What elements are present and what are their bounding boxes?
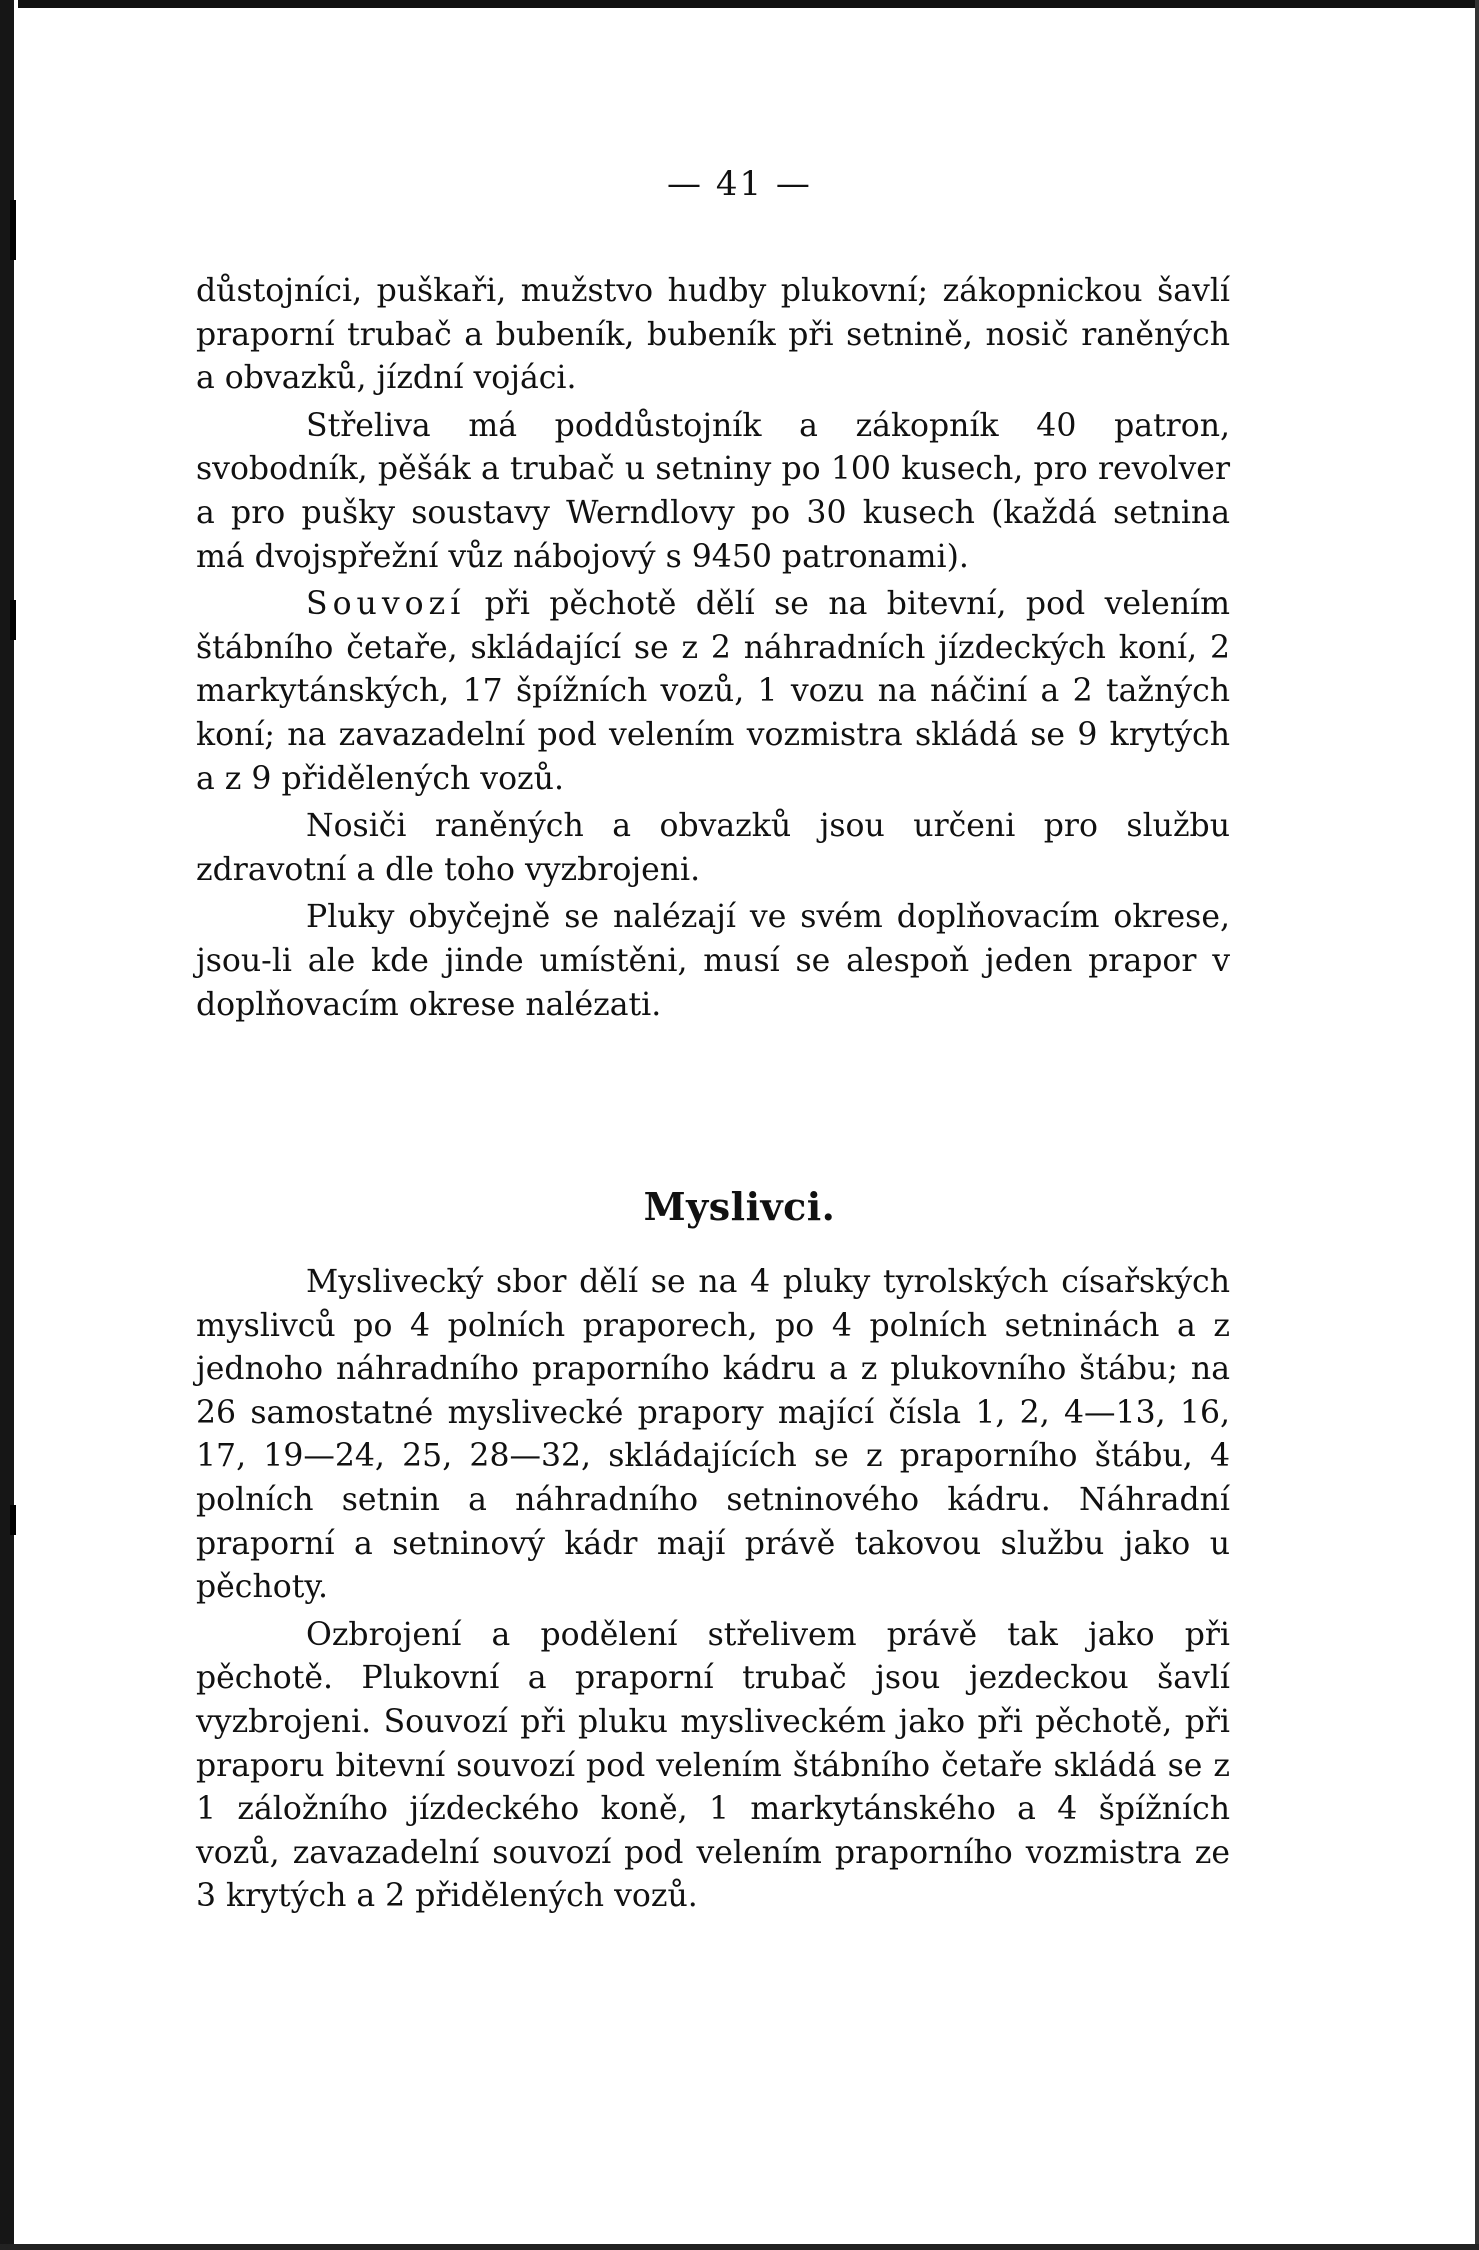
paragraph-ammunition: Střeliva má poddůstojník a zákopník 40 patron, svobodník, pěšák a trubač u setniny po 100 kusech, pro revolver a pro pušky soustavy Werndlovy po 30 kusech (každá setnina má dvojspřežní vůz nábojový s 9450 patronami).	[196, 407, 1230, 575]
paragraph-train-rest: při pěchotě dělí se na bitevní, pod velením štábního četaře, skládající se z 2 náhradních jízdeckých koní, 2 markytánských, 17 špížních vozů, 1 vozu na náčiní a 2 tažných koní; na zavazadelní pod velením vozmistra skládá se 9 krytých a z 9 přidělených vozů.	[196, 586, 1230, 797]
section-jaegers-text	[196, 1261, 1230, 1919]
paragraph-equipment: důstojníci, puškaři, mužstvo hudby plukovní; zákopnickou šavlí praporní trubač a bubeník, bubeník při setnině, nosič raněných a obvazků, jízdní vojáci.	[196, 273, 1230, 397]
scan-binding-mark	[10, 600, 16, 640]
section-infantry-text	[196, 270, 1230, 1027]
paragraph-corps: Myslivecký sbor dělí se na 4 pluky tyrolských císařských myslivců po 4 polních praporech, po 4 polních setninách a z jednoho náhradního praporního kádru a z plukovního štábu; na 26 samostatné myslivecké prapory mající čísla 1, 2, 4—13, 16, 17, 19—24, 25, 28—32, skládajících se z praporního štábu, 4 polních setnin a náhradního setninového kádru. Náhradní praporní a setninový kádr mají právě takovou službu jako u pěchoty.	[196, 1264, 1230, 1606]
paragraph-train	[196, 583, 1230, 801]
scan-border-right	[1475, 0, 1479, 2250]
page-number: — 41 —	[667, 164, 812, 204]
scan-binding-edge	[0, 0, 14, 2250]
paragraph-train-lead: Souvozí	[306, 586, 466, 623]
scan-binding-mark	[10, 1505, 16, 1535]
paragraph-armament: Ozbrojení a podělení střelivem právě tak jako při pěchotě. Plukovní a praporní trubač jsou jezdeckou šavlí vyzbrojeni. Souvozí při pluku mysliveckém jako při pěchotě, při praporu bitevní souvozí pod velením štábního četaře skládá se z 1 záložního jízdeckého koně, 1 markytánského a 4 špížních vozů, zavazadelní souvozí pod velením praporního vozmistra ze 3 krytých a 2 přidělených vozů.	[196, 1616, 1230, 1915]
section-heading-myslivci: Myslivci.	[643, 1184, 836, 1229]
scan-border-top	[0, 0, 1479, 8]
paragraph-medics: Nosiči raněných a obvazků jsou určeni pro službu zdravotní a dle toho vyzbrojeni.	[196, 808, 1230, 888]
paragraph-regiments: Pluky obyčejně se nalézají ve svém doplňovacím okrese, jsou-li ale kde jinde umístěni, musí se alespoň jeden prapor v doplňovacím okrese nalézati.	[196, 899, 1230, 1023]
scan-border-bottom	[0, 2244, 1479, 2250]
scan-binding-mark	[10, 200, 16, 260]
scan-binding-gap	[14, 0, 18, 2250]
